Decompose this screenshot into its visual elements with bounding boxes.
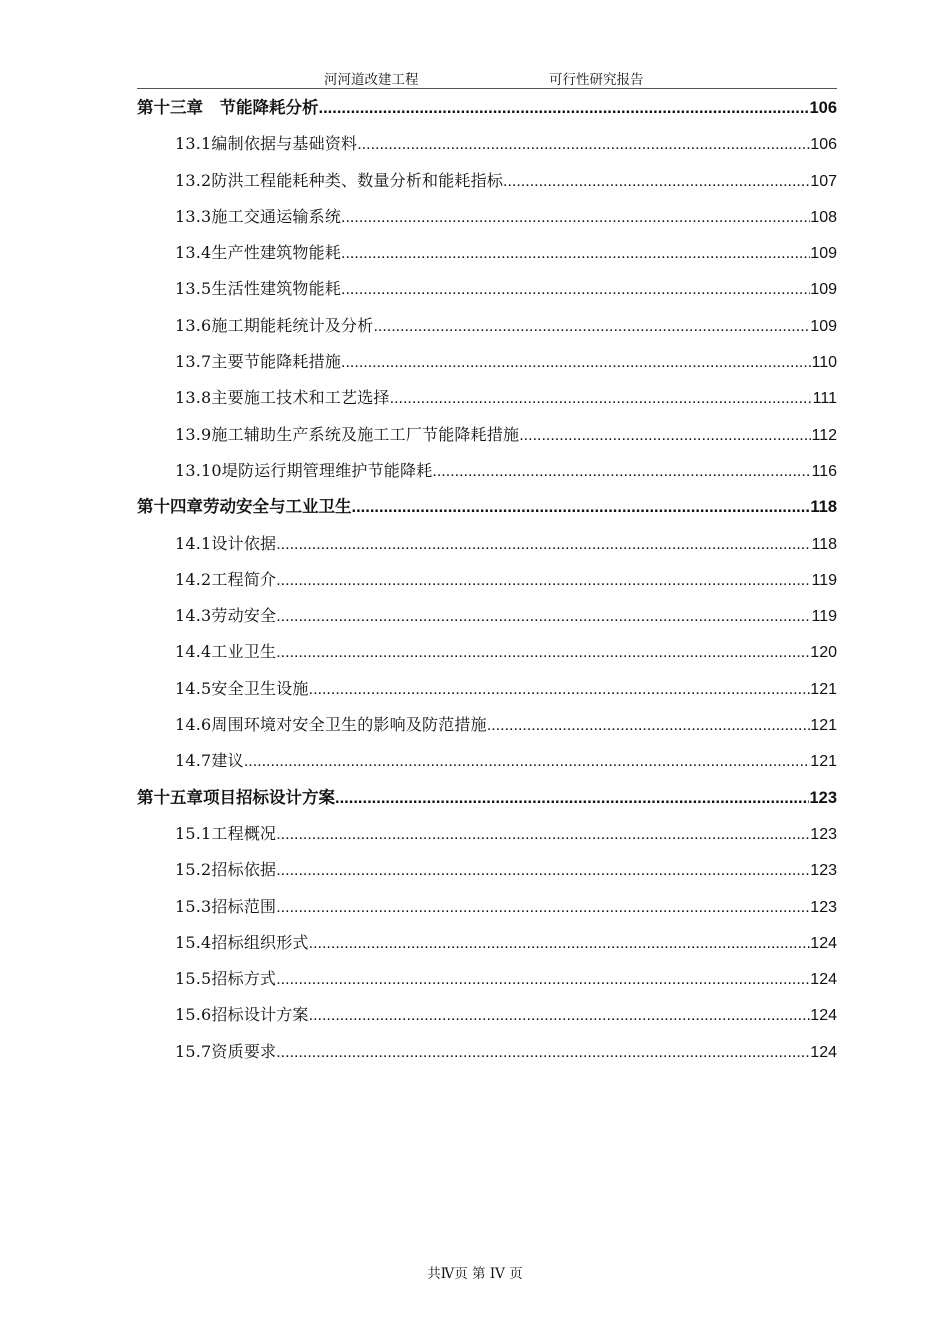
toc-entry-title: 13.5生活性建筑物能耗 <box>175 279 342 299</box>
toc-page-number: 119 <box>811 608 837 626</box>
toc-dot-leader <box>319 97 810 119</box>
toc-entry-title: 第十三章 节能降耗分析 <box>137 98 319 117</box>
toc-page-number: 106 <box>810 136 837 154</box>
toc-page-number: 124 <box>810 1007 837 1025</box>
toc-dot-leader <box>276 606 811 628</box>
toc-chapter-entry[interactable] <box>137 97 837 133</box>
toc-section-entry[interactable] <box>137 750 837 786</box>
toc-page-number: 121 <box>810 680 837 698</box>
toc-entry-title: 13.4生产性建筑物能耗 <box>175 243 342 263</box>
toc-page-number: 108 <box>810 208 837 226</box>
toc-entry-title: 第十四章劳动安全与工业卫生 <box>137 497 352 517</box>
toc-section-entry[interactable] <box>137 278 837 314</box>
toc-entry-title: 13.7主要节能降耗措施 <box>175 352 342 372</box>
toc-entry-title: 15.3招标范围 <box>175 896 277 916</box>
toc-chapter-entry[interactable] <box>137 787 837 823</box>
toc-page-number: 118 <box>810 498 837 517</box>
toc-entry-title: 15.6招标设计方案 <box>175 1005 309 1025</box>
toc-page-number: 119 <box>811 571 837 589</box>
toc-dot-leader <box>432 461 811 483</box>
toc-entry-title: 15.7资质要求 <box>175 1041 277 1061</box>
toc-dot-leader <box>341 279 810 301</box>
table-of-contents <box>137 97 837 1077</box>
toc-entry-title: 13.2防洪工程能耗种类、数量分析和能耗指标 <box>175 170 504 190</box>
toc-page-number: 121 <box>810 753 837 771</box>
toc-dot-leader <box>487 715 810 737</box>
toc-page-number: 109 <box>810 245 837 263</box>
toc-page-number: 109 <box>810 317 837 335</box>
toc-dot-leader <box>244 751 810 773</box>
toc-page-number: 112 <box>811 426 837 444</box>
toc-section-entry[interactable] <box>137 569 837 605</box>
toc-page-number: 120 <box>810 644 837 662</box>
toc-page-number: 123 <box>810 862 837 880</box>
toc-dot-leader <box>276 534 811 556</box>
toc-entry-title: 13.1编制依据与基础资料 <box>175 134 358 154</box>
toc-entry-title: 15.1工程概况 <box>175 823 277 843</box>
toc-section-entry[interactable] <box>137 533 837 569</box>
toc-section-entry[interactable] <box>137 387 837 423</box>
toc-dot-leader <box>276 860 810 882</box>
toc-page-number: 121 <box>810 717 837 735</box>
toc-dot-leader <box>309 933 811 955</box>
toc-page-number: 110 <box>811 354 837 372</box>
toc-dot-leader <box>276 570 811 592</box>
toc-dot-leader <box>341 207 810 229</box>
toc-entry-title: 13.10堤防运行期管理维护节能降耗 <box>175 460 433 480</box>
toc-entry-title: 13.6施工期能耗统计及分析 <box>175 315 374 335</box>
toc-entry-title: 14.4工业卫生 <box>175 642 277 662</box>
toc-dot-leader <box>341 243 810 265</box>
page-footer: 共Ⅳ页 第 IV 页 <box>427 1266 523 1282</box>
toc-entry-title: 14.5安全卫生设施 <box>175 678 309 698</box>
toc-page-number: 123 <box>810 898 837 916</box>
toc-dot-leader <box>309 679 811 701</box>
toc-entry-title: 14.7建议 <box>175 751 244 771</box>
toc-entry-title: 13.8主要施工技术和工艺选择 <box>175 388 390 408</box>
toc-section-entry[interactable] <box>137 932 837 968</box>
header-report-title: 可行性研究报告 <box>549 72 644 88</box>
toc-page-number: 123 <box>810 825 837 843</box>
toc-entry-title: 14.2工程简介 <box>175 569 277 589</box>
toc-dot-leader <box>276 642 810 664</box>
toc-dot-leader <box>309 1005 811 1027</box>
toc-section-entry[interactable] <box>137 1004 837 1040</box>
toc-entry-title: 15.5招标方式 <box>175 969 277 989</box>
toc-section-entry[interactable] <box>137 968 837 1004</box>
toc-page-number: 124 <box>810 971 837 989</box>
toc-section-entry[interactable] <box>137 424 837 460</box>
toc-dot-leader <box>276 1042 810 1064</box>
toc-dot-leader <box>503 171 810 193</box>
header-project-title: 河河道改建工程 <box>324 72 419 88</box>
toc-entry-title: 15.2招标依据 <box>175 860 277 880</box>
toc-dot-leader <box>519 425 811 447</box>
toc-page-number: 107 <box>810 172 837 190</box>
toc-entry-title: 14.3劳动安全 <box>175 606 277 626</box>
toc-page-number: 116 <box>811 462 837 480</box>
toc-section-entry[interactable] <box>137 714 837 750</box>
toc-section-entry[interactable] <box>137 896 837 932</box>
toc-section-entry[interactable] <box>137 242 837 278</box>
toc-page-number: 106 <box>809 99 837 117</box>
toc-dot-leader <box>352 496 811 518</box>
toc-dot-leader <box>335 787 809 809</box>
toc-dot-leader <box>341 352 811 374</box>
toc-section-entry[interactable] <box>137 859 837 895</box>
toc-entry-title: 13.9施工辅助生产系统及施工工厂节能降耗措施 <box>175 424 520 444</box>
toc-section-entry[interactable] <box>137 351 837 387</box>
toc-entry-title: 14.1设计依据 <box>175 533 277 553</box>
toc-section-entry[interactable] <box>137 641 837 677</box>
toc-page-number: 124 <box>810 1043 837 1061</box>
toc-entry-title: 第十五章项目招标设计方案 <box>137 787 335 807</box>
toc-section-entry[interactable] <box>137 678 837 714</box>
toc-page-number: 123 <box>809 788 837 807</box>
toc-page-number: 124 <box>810 934 837 952</box>
toc-dot-leader <box>390 388 813 410</box>
toc-entry-title: 14.6周围环境对安全卫生的影响及防范措施 <box>175 715 487 735</box>
toc-section-entry[interactable] <box>137 315 837 351</box>
toc-entry-title: 13.3施工交通运输系统 <box>175 206 342 226</box>
toc-dot-leader <box>357 134 810 156</box>
toc-section-entry[interactable] <box>137 823 837 859</box>
toc-page-number: 118 <box>811 535 837 553</box>
toc-section-entry[interactable] <box>137 170 837 206</box>
toc-section-entry[interactable] <box>137 1041 837 1077</box>
toc-section-entry[interactable] <box>137 206 837 242</box>
toc-dot-leader <box>373 316 810 338</box>
toc-section-entry[interactable] <box>137 460 837 496</box>
toc-dot-leader <box>276 897 810 919</box>
toc-section-entry[interactable] <box>137 133 837 169</box>
toc-section-entry[interactable] <box>137 605 837 641</box>
toc-page-number: 111 <box>812 390 837 408</box>
toc-dot-leader <box>276 824 810 846</box>
page-header <box>137 68 837 89</box>
toc-entry-title: 15.4招标组织形式 <box>175 932 309 952</box>
toc-dot-leader <box>276 969 810 991</box>
toc-page-number: 109 <box>810 281 837 299</box>
toc-chapter-entry[interactable] <box>137 496 837 532</box>
